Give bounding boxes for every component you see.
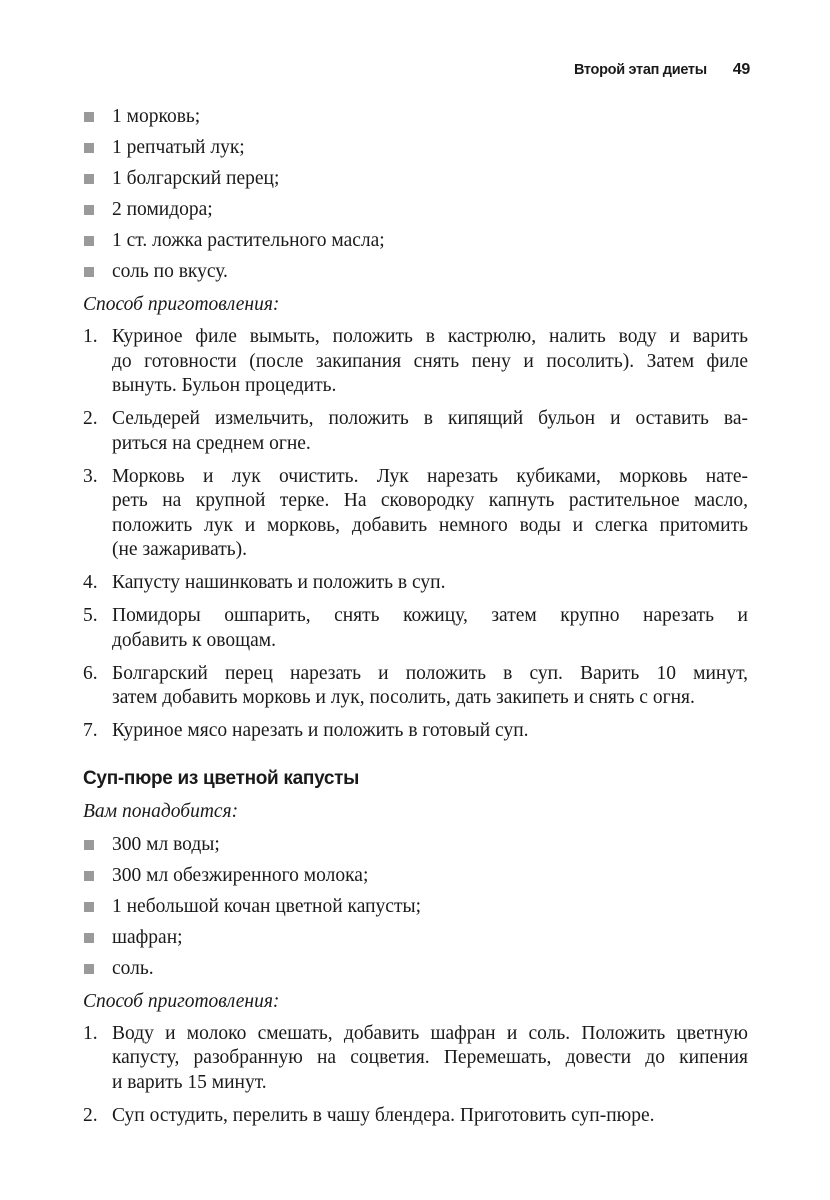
running-header xyxy=(574,61,750,79)
step-text-line: реть на крупной терке. На сковородку капнуть растительное масло, xyxy=(112,490,748,511)
step-number: 4. xyxy=(83,572,98,593)
step-number: 1. xyxy=(83,1022,98,1044)
ingredient-text: соль по вкусу. xyxy=(112,261,228,282)
page-body xyxy=(83,104,748,1137)
ingredient-text: 1 болгарский перец; xyxy=(112,168,280,189)
recipe2-ingredients xyxy=(83,832,748,981)
page-number: 49 xyxy=(732,61,750,78)
ingredient-item xyxy=(83,894,748,919)
ingredient-text: шафран; xyxy=(112,926,183,948)
ingredient-item xyxy=(83,104,748,129)
ingredient-item xyxy=(83,863,748,888)
step-item xyxy=(83,1022,748,1096)
step-item xyxy=(83,465,748,563)
step-number: 2. xyxy=(83,408,98,429)
ingredient-text: 1 небольшой кочан цветной капусты; xyxy=(112,895,421,917)
bullet-square-icon xyxy=(84,871,94,881)
recipe-title: Суп-пюре из цветной капусты xyxy=(83,767,360,789)
ingredient-text: 1 репчатый лук; xyxy=(112,137,245,158)
step-number: 3. xyxy=(83,465,98,487)
ingredient-item xyxy=(83,956,748,981)
recipe1-steps xyxy=(83,325,748,744)
step-text-line: и варить 15 минут. xyxy=(112,1071,267,1093)
step-item xyxy=(83,407,748,456)
bullet-square-icon xyxy=(84,267,94,277)
recipe1-ingredients xyxy=(83,104,748,284)
step-text-line: риться на среднем огне. xyxy=(112,432,311,454)
step-text-line: Капусту нашинковать и положить в суп. xyxy=(112,572,446,593)
step-number: 5. xyxy=(83,605,98,626)
step-number: 7. xyxy=(83,720,98,741)
ingredient-text: 1 морковь; xyxy=(112,106,201,127)
step-number: 6. xyxy=(83,662,98,684)
ingredient-text: 2 помидора; xyxy=(112,199,213,220)
needs-label: Вам понадобится: xyxy=(83,800,239,822)
method-label: Способ приготовления: xyxy=(83,990,280,1012)
recipe2-steps xyxy=(83,1022,748,1129)
bullet-square-icon xyxy=(84,205,94,215)
ingredient-text: соль. xyxy=(112,957,154,979)
step-text-line: Помидоры ошпарить, снять кожицу, затем крупно нарезать и xyxy=(112,605,748,626)
step-text-line: Куриное мясо нарезать и положить в готовый суп. xyxy=(112,720,529,741)
step-item xyxy=(83,1104,748,1129)
step-text-line: добавить к овощам. xyxy=(112,629,276,651)
step-item xyxy=(83,325,748,399)
ingredient-item xyxy=(83,197,748,222)
ingredient-item xyxy=(83,228,748,253)
step-number: 1. xyxy=(83,326,98,347)
step-item xyxy=(83,719,748,744)
step-text-line: Морковь и лук очистить. Лук нарезать кубиками, морковь нате- xyxy=(112,465,748,487)
step-text-line: (не зажаривать). xyxy=(112,539,248,560)
step-text-line: Болгарский перец нарезать и положить в суп. Варить 10 минут, xyxy=(112,662,748,684)
ingredient-text: 300 мл воды; xyxy=(112,833,220,855)
section-title: Второй этап диеты xyxy=(573,62,707,78)
step-text-line: Суп остудить, перелить в чашу блендера. Приготовить суп-пюре. xyxy=(112,1104,655,1126)
step-text-line: вынуть. Бульон процедить. xyxy=(112,375,337,396)
bullet-square-icon xyxy=(84,112,94,122)
ingredient-text: 300 мл обезжиренного молока; xyxy=(112,864,369,886)
step-number: 2. xyxy=(83,1104,98,1126)
step-item xyxy=(83,662,748,711)
bullet-square-icon xyxy=(84,933,94,943)
method-label: Способ приготовления: xyxy=(83,294,280,315)
bullet-square-icon xyxy=(84,143,94,153)
bullet-square-icon xyxy=(84,902,94,912)
step-item xyxy=(83,571,748,596)
bullet-square-icon xyxy=(84,964,94,974)
step-text-line: затем добавить морковь и лук, посолить, дать закипеть и снять с огня. xyxy=(112,687,695,708)
ingredient-item xyxy=(83,166,748,191)
ingredient-item xyxy=(83,259,748,284)
ingredient-item xyxy=(83,135,748,160)
ingredient-text: 1 ст. ложка растительного масла; xyxy=(112,230,385,251)
step-text-line: Куриное филе вымыть, положить в кастрюлю, налить воду и варить xyxy=(112,326,748,347)
ingredient-item xyxy=(83,925,748,950)
bullet-square-icon xyxy=(84,840,94,850)
step-text-line: Воду и молоко смешать, добавить шафран и соль. Положить цветную xyxy=(112,1022,748,1044)
step-text-line: положить лук и морковь, добавить немного воды и слегка притомить xyxy=(112,514,748,536)
step-text-line: до готовности (после закипания снять пену и посолить). Затем филе xyxy=(112,350,748,372)
step-item xyxy=(83,604,748,653)
bullet-square-icon xyxy=(84,236,94,246)
step-text-line: капусту, разобранную на соцветия. Перемешать, довести до кипения xyxy=(112,1047,748,1068)
step-text-line: Сельдерей измельчить, положить в кипящий бульон и оставить ва- xyxy=(112,408,748,429)
bullet-square-icon xyxy=(84,174,94,184)
ingredient-item xyxy=(83,832,748,857)
